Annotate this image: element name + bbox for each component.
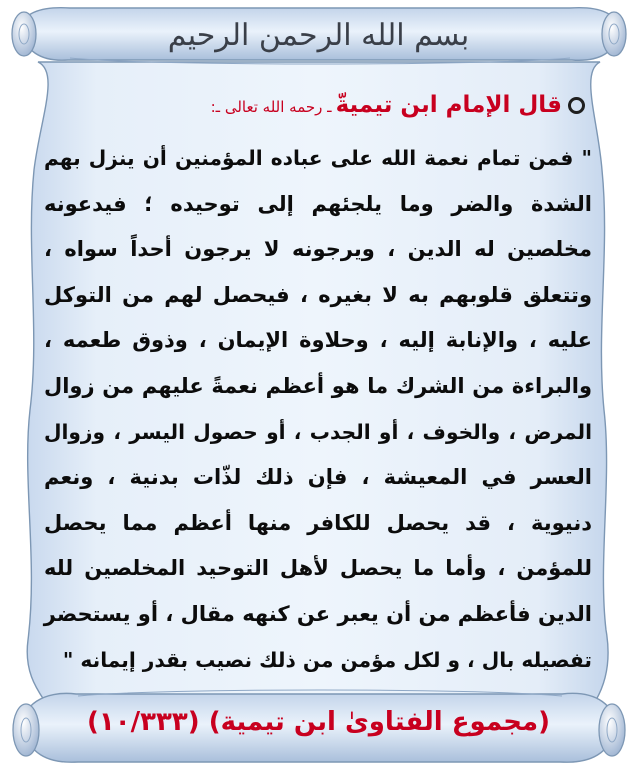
basmala-calligraphy: بسم الله الرحمن الرحيم — [167, 18, 470, 53]
heading-title: قال الإمام ابن تيميةّ — [335, 92, 562, 118]
quote-line: الدين فأعظم من أن يعبر عن كنهه مقال ، أو يستحضر — [43, 601, 592, 626]
quote-line: عليه ، والإنابة إليه ، وحلاوة الإيمان ، وذوق طعمه ، — [44, 328, 592, 353]
quote-line: تفصيله بال ، و لكل مؤمن من ذلك نصيب بقدر إيمانه " — [62, 647, 592, 672]
quote-line: والبراءة من الشرك ما هو أعظم نعمةً عليهم من زوال — [44, 373, 592, 398]
quote-heading — [40, 92, 585, 118]
quote-body — [44, 136, 592, 683]
quote-line: مخلصين له الدين ، ويرجونه لا يرجون أحداً سواه ، — [44, 237, 592, 262]
heading-subtitle: ـ رحمه الله تعالى ـ: — [210, 98, 332, 116]
quote-line: وتتعلق قلوبهم به لا بغيره ، فيحصل لهم من التوكل — [44, 282, 592, 307]
quote-line: " فمن تمام نعمة الله على عباده المؤمنين أن ينزل بهم — [44, 146, 592, 170]
quote-line: دنيوية ، قد يحصل للكافر منها أعظم مما يحصل — [44, 510, 592, 535]
quote-line: للمؤمن ، وأما ما يحصل لأهل التوحيد المخلصين لله — [44, 556, 592, 581]
ring-icon — [568, 97, 585, 114]
quote-line: الشدة والضر وما يلجئهم إلى توحيده ؛ فيدعونه — [44, 191, 592, 216]
quote-line: المرض ، والخوف ، أو الجدب ، أو حصول اليسر ، وزوال — [44, 419, 592, 444]
source-citation: (مجموع الفتاوىٰ ابن تيمية) (١٠/٣٣٣) — [87, 707, 550, 737]
quote-line: العسر في المعيشة ، فإن ذلك لذّات بدنية ، ونعم — [44, 465, 592, 490]
